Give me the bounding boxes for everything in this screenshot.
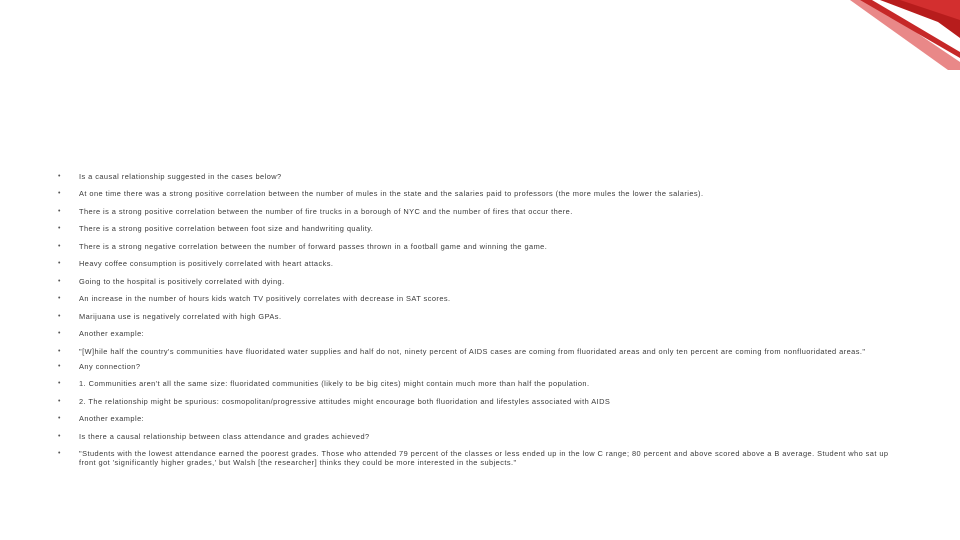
bullet-item	[58, 433, 898, 442]
bullet-text: Another example:	[79, 329, 145, 339]
bullet-text: An increase in the number of hours kids watch TV positively correlates with decrease in SAT scores.	[79, 294, 451, 304]
bullet-item	[58, 415, 898, 424]
decorative-corner-ribbon	[760, 0, 960, 70]
bullet-text: Another example:	[79, 414, 145, 424]
bullet-item	[58, 278, 898, 287]
bullet-text: "Students with the lowest attendance earned the poorest grades. Those who attended 79 percent of the classes or less ended up in the low C range; 80 percent and above scored above a B average. Student who sat up front got 'significantly higher grades,' but Walsh [the researcher] thinks they could be more interested in the subjects."	[79, 449, 889, 467]
bullet-marker: •	[58, 207, 61, 215]
bullet-text: There is a strong negative correlation between the number of forward passes thrown in a football game and winning the game.	[79, 241, 548, 251]
bullet-text: 2. The relationship might be spurious: cosmopolitan/progressive attitudes might encourage both fluoridation and lifestyles associated with AIDS	[79, 396, 611, 406]
bullet-item	[58, 450, 898, 467]
bullet-text: There is a strong positive correlation between foot size and handwriting quality.	[79, 224, 374, 234]
bullet-item	[58, 398, 898, 407]
bullet-text: At one time there was a strong positive correlation between the number of mules in the state and the salaries paid to professors (the more mules the lower the salaries).	[79, 189, 704, 199]
bullet-marker: •	[58, 225, 61, 233]
bullet-text: Is a causal relationship suggested in the cases below?	[79, 172, 282, 181]
bullet-marker: •	[58, 397, 61, 405]
bullet-marker: •	[58, 450, 61, 458]
bullet-item	[58, 330, 898, 339]
bullet-item	[58, 173, 898, 182]
bullet-text: "[W]hile half the country's communities have fluoridated water supplies and half do not, ninety percent of AIDS cases are coming from fluoridated areas and only ten percent are coming from nonfluoridated areas."	[79, 346, 866, 356]
bullet-item	[58, 260, 898, 269]
bullet-item	[58, 208, 898, 217]
bullet-marker: •	[58, 432, 61, 440]
slide-body	[58, 173, 898, 474]
bullet-text: 1. Communities aren't all the same size: fluoridated communities (likely to be big cites) might contain much more than half the population.	[79, 379, 590, 389]
bullet-item	[58, 225, 898, 234]
bullet-item	[58, 313, 898, 322]
bullet-item	[58, 348, 898, 357]
bullet-marker: •	[58, 190, 61, 198]
bullet-text: Any connection?	[79, 361, 141, 371]
bullet-marker: •	[58, 380, 61, 388]
bullet-marker: •	[58, 312, 61, 320]
bullet-item	[58, 190, 898, 199]
bullet-list	[58, 173, 898, 467]
bullet-item	[58, 243, 898, 252]
bullet-marker: •	[58, 173, 61, 180]
bullet-text: Going to the hospital is positively correlated with dying.	[79, 276, 285, 286]
bullet-item	[58, 380, 898, 389]
bullet-marker: •	[58, 415, 61, 423]
bullet-text: There is a strong positive correlation between the number of fire trucks in a borough of NYC and the number of fires that occur there.	[79, 206, 573, 216]
bullet-text: Heavy coffee consumption is positively correlated with heart attacks.	[79, 259, 334, 269]
bullet-marker: •	[58, 347, 61, 355]
bullet-marker: •	[58, 362, 61, 370]
bullet-marker: •	[58, 277, 61, 285]
bullet-marker: •	[58, 260, 61, 268]
bullet-item	[58, 363, 898, 372]
bullet-marker: •	[58, 295, 61, 303]
bullet-text: Is there a causal relationship between class attendance and grades achieved?	[79, 431, 370, 441]
bullet-marker: •	[58, 330, 61, 338]
bullet-item	[58, 295, 898, 304]
bullet-text: Marijuana use is negatively correlated with high GPAs.	[79, 311, 282, 321]
bullet-marker: •	[58, 242, 61, 250]
